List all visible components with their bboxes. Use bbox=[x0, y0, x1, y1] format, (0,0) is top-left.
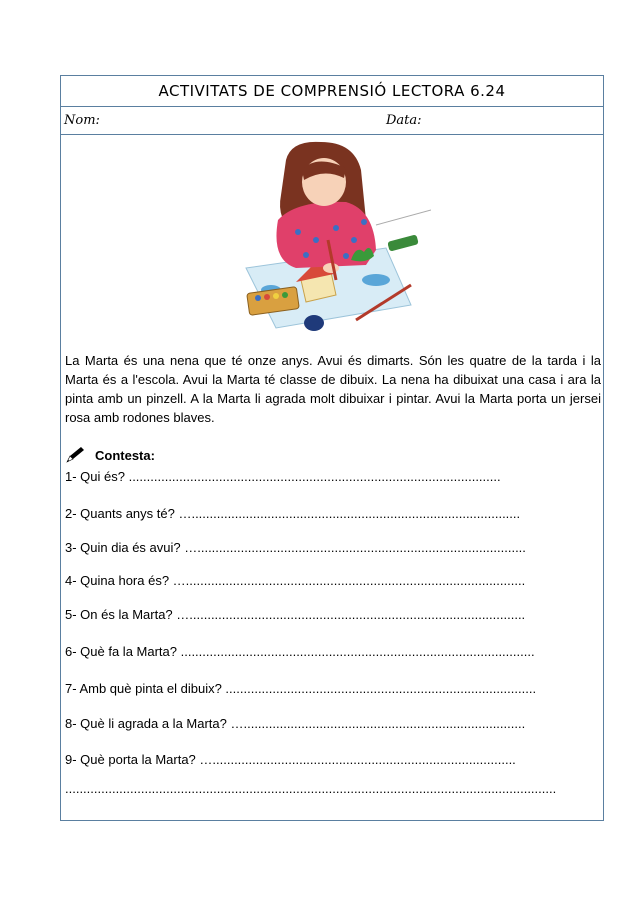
girl-painting-illustration bbox=[236, 140, 431, 338]
name-date-row bbox=[61, 107, 603, 135]
question-9[interactable]: 9- Què porta la Marta? ….................................................................................... bbox=[65, 752, 516, 767]
question-2[interactable]: 2- Quants anys té? …........................................................................................... bbox=[65, 506, 521, 521]
question-3[interactable]: 3- Quin dia és avui? …........................................................................................... bbox=[65, 540, 526, 555]
date-label: Data: bbox=[386, 113, 422, 128]
name-label: Nom: bbox=[64, 113, 100, 128]
question-1[interactable]: 1- Qui és? ....................................................................................................... bbox=[65, 469, 501, 484]
question-6[interactable]: 6- Què fa la Marta? .................................................................................................. bbox=[65, 644, 535, 659]
contesta-heading bbox=[65, 446, 155, 464]
story-paragraph: La Marta és una nena que té onze anys. Avui és dimarts. Són les quatre de la tarda i la Marta és a l'escola. Avui la Marta té classe de dibuix. La nena ha dibuixat una casa i ara la pinta amb un pinzell. A la Marta li agrada molt dibuixar i pintar. Avui la Marta porta un jersei rosa amb rodones blaves. bbox=[65, 353, 601, 425]
question-5[interactable]: 5- On és la Marta? …............................................................................................. bbox=[65, 607, 526, 622]
worksheet bbox=[60, 75, 604, 821]
worksheet-title: ACTIVITATS DE COMPRENSIÓ LECTORA 6.24 bbox=[158, 82, 506, 100]
question-7[interactable]: 7- Amb què pinta el dibuix? ...................................................................................... bbox=[65, 681, 537, 696]
question-4[interactable]: 4- Quina hora és? ….............................................................................................. bbox=[65, 573, 526, 588]
pencil-icon bbox=[65, 446, 85, 464]
question-8[interactable]: 8- Què li agrada a la Marta? ….............................................................................. bbox=[65, 716, 526, 731]
contesta-label: Contesta: bbox=[95, 447, 155, 463]
answer-line[interactable]: ........................................................................................................................................ bbox=[65, 781, 557, 796]
title-row bbox=[61, 76, 603, 107]
